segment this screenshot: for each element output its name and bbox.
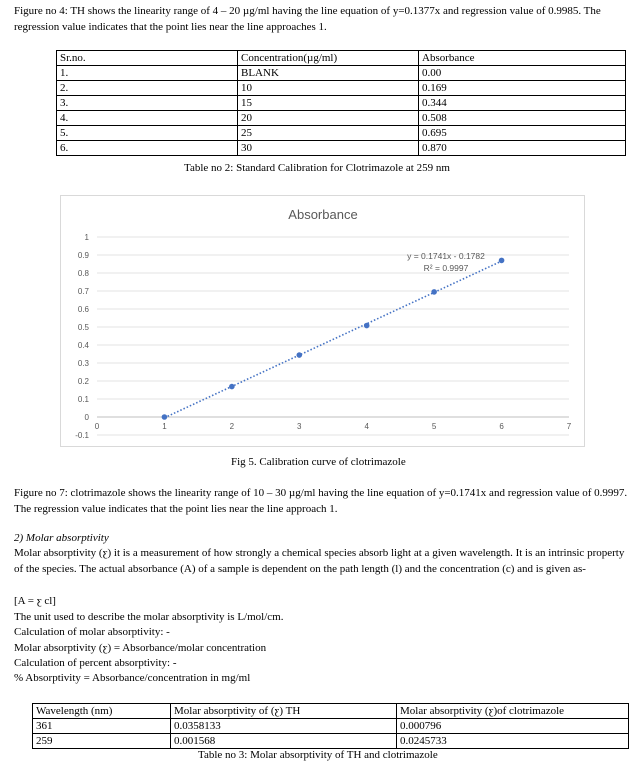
data-point — [162, 414, 168, 420]
table-header-row — [57, 51, 626, 66]
table-cell: 30 — [238, 141, 419, 156]
data-point — [364, 323, 370, 329]
table-cell: 4. — [57, 111, 238, 126]
table-cell: 5. — [57, 126, 238, 141]
x-tick-label: 7 — [566, 422, 572, 431]
calc-heading-line: Calculation of molar absorptivity: - — [14, 626, 170, 638]
y-tick-label: 0.4 — [77, 341, 89, 350]
x-tick-label: 6 — [499, 422, 504, 431]
table-cell: 0.0358133 — [171, 719, 397, 734]
data-point — [499, 258, 505, 264]
percent-formula-line: % Absorptivity = Absorbance/concentration in mg/ml — [14, 672, 251, 684]
molar-formula-line: Molar absorptivity (ƹ) = Absorbance/molar concentration — [14, 642, 267, 654]
x-tick-label: 0 — [94, 422, 100, 431]
table-header-row — [33, 704, 629, 719]
table3-caption: Table no 3: Molar absorptivity of TH and clotrimazole — [198, 749, 438, 761]
table-cell: 0.344 — [419, 96, 626, 111]
table-cell: 15 — [238, 96, 419, 111]
unit-line: The unit used to describe the molar absorptivity is L/mol/cm. — [14, 611, 284, 623]
y-tick-label: 1 — [84, 233, 89, 242]
chart-title: Absorbance — [288, 207, 358, 222]
table-row — [57, 111, 626, 126]
y-tick-label: 0.3 — [77, 359, 89, 368]
fig5-caption: Fig 5. Calibration curve of clotrimazole — [231, 456, 406, 468]
header-cell: Absorbance — [419, 51, 626, 66]
table-row — [33, 719, 629, 734]
data-point — [296, 352, 302, 358]
y-tick-label: 0.7 — [77, 287, 89, 296]
table-cell: 6. — [57, 141, 238, 156]
fig7-paragraph: Figure no 7: clotrimazole shows the linearity range of 10 – 30 µg/ml having the line equation of y=0.1741x and regression value of 0.9997. The regression value indicates that the point lies near the line approach 1. — [14, 487, 628, 515]
molar-heading: 2) Molar absorptivity — [14, 532, 109, 544]
table-cell: 0.001568 — [171, 734, 397, 749]
table-cell: 1. — [57, 66, 238, 81]
y-tick-label: 0.8 — [77, 269, 89, 278]
molar-paragraph: Molar absorptivity (ƹ) it is a measurement of how strongly a chemical species absorb light at a given wavelength. It is an intrinsic property of the species. The actual absorbance (A) of a sample is dependent on the path length (l) and the concentration (c) and is given as- — [14, 547, 625, 575]
table-cell: 0.508 — [419, 111, 626, 126]
table-row — [33, 734, 629, 749]
table-row — [57, 126, 626, 141]
table-cell: 0.000796 — [397, 719, 629, 734]
y-tick-label: 0 — [84, 413, 89, 422]
table2-caption: Table no 2: Standard Calibration for Clotrimazole at 259 nm — [184, 162, 450, 174]
table-cell: 25 — [238, 126, 419, 141]
table-cell: 0.00 — [419, 66, 626, 81]
y-tick-label: 0.5 — [77, 323, 89, 332]
calibration-chart — [60, 195, 585, 447]
table-cell: 361 — [33, 719, 171, 734]
trendline-equation: y = 0.1741x - 0.1782 — [407, 251, 485, 261]
header-cell: Molar absorptivity of (ƹ) TH — [171, 704, 397, 719]
r-squared-label: R² = 0.9997 — [423, 263, 469, 273]
calibration-table — [56, 50, 626, 156]
header-cell: Molar absorptivity (ƹ)of clotrimazole — [397, 704, 629, 719]
chart-svg — [61, 196, 584, 446]
x-tick-label: 5 — [431, 422, 437, 431]
y-tick-label: 0.6 — [77, 305, 89, 314]
x-tick-label: 2 — [229, 422, 235, 431]
x-tick-label: 3 — [297, 422, 302, 431]
x-tick-label: 4 — [364, 422, 369, 431]
table-row — [57, 141, 626, 156]
header-cell: Sr.no. — [57, 51, 238, 66]
table-cell: BLANK — [238, 66, 419, 81]
y-tick-label: 0.1 — [77, 395, 89, 404]
y-tick-label: 0.9 — [77, 251, 89, 260]
header-cell: Wavelength (nm) — [33, 704, 171, 719]
formula-line: [A = ƹ cl] — [14, 595, 56, 607]
table-cell: 20 — [238, 111, 419, 126]
table-cell: 3. — [57, 96, 238, 111]
table-cell: 0.0245733 — [397, 734, 629, 749]
table-row — [57, 66, 626, 81]
x-tick-label: 1 — [162, 422, 167, 431]
trendline — [164, 261, 501, 418]
data-point — [431, 289, 437, 295]
percent-heading-line: Calculation of percent absorptivity: - — [14, 657, 177, 669]
header-cell: Concentration(µg/ml) — [238, 51, 419, 66]
table-cell: 259 — [33, 734, 171, 749]
table-cell: 0.695 — [419, 126, 626, 141]
data-point — [229, 384, 235, 390]
table-row — [57, 81, 626, 96]
table-cell: 0.169 — [419, 81, 626, 96]
y-tick-label: 0.2 — [77, 377, 89, 386]
molar-absorptivity-table — [32, 703, 629, 749]
table-row — [57, 96, 626, 111]
intro-paragraph: Figure no 4: TH shows the linearity range of 4 – 20 µg/ml having the line equation of y=0.1377x and regression value of 0.9985. The regression value indicates that the point lies near the line approaches 1. — [14, 5, 601, 33]
table-cell: 0.870 — [419, 141, 626, 156]
table-cell: 10 — [238, 81, 419, 96]
y-tick-label: -0.1 — [75, 431, 89, 440]
table-cell: 2. — [57, 81, 238, 96]
